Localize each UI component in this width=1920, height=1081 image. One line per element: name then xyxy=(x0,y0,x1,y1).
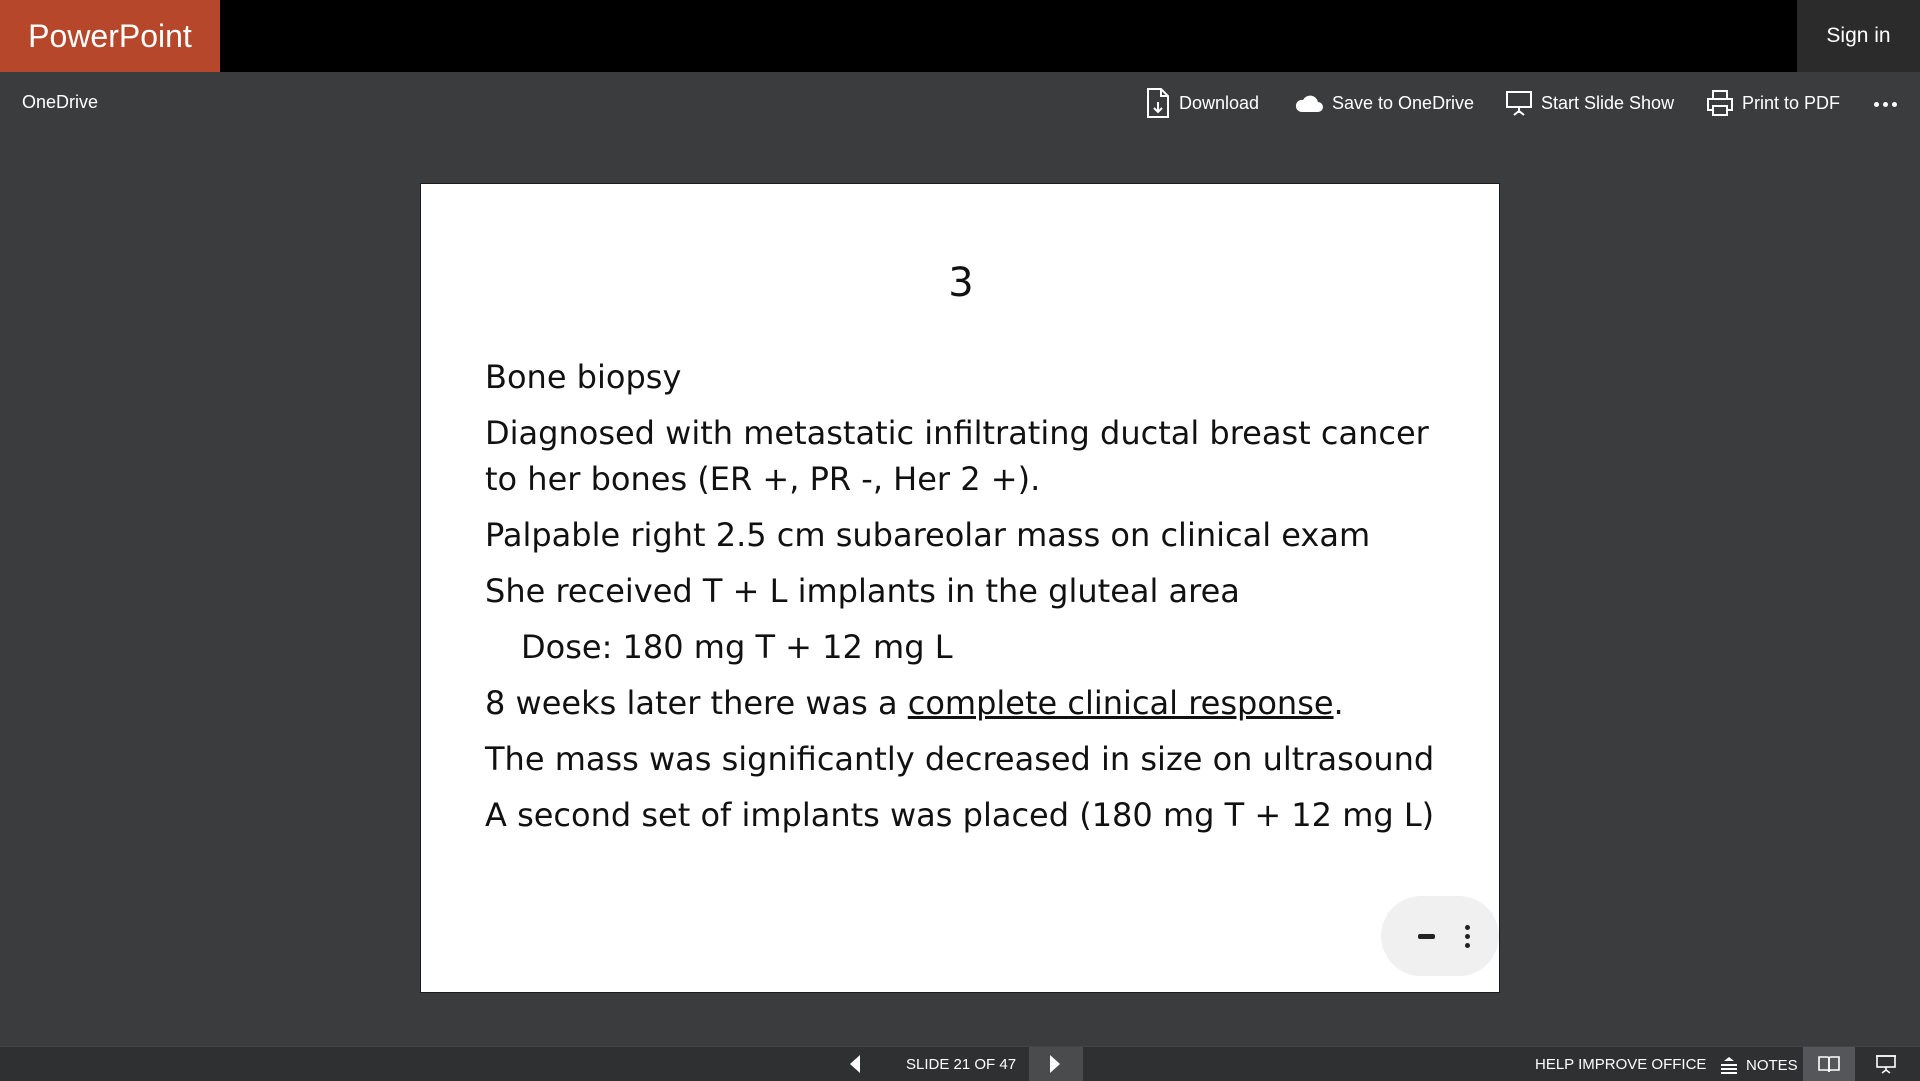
sign-in-button[interactable]: Sign in xyxy=(1797,0,1920,72)
download-icon xyxy=(1145,88,1171,118)
slideshow-label: Start Slide Show xyxy=(1541,92,1675,113)
bullet-text: . xyxy=(1333,684,1344,722)
notes-icon xyxy=(1720,1056,1738,1074)
minus-icon[interactable] xyxy=(1418,934,1435,939)
command-bar xyxy=(0,72,1920,134)
save-label: Save to OneDrive xyxy=(1332,92,1475,113)
notes-label: NOTES xyxy=(1746,1056,1798,1074)
previous-slide-icon[interactable] xyxy=(850,1055,860,1073)
onedrive-link[interactable]: OneDrive xyxy=(22,92,99,112)
start-slide-show-button[interactable] xyxy=(1505,88,1674,118)
more-options-icon[interactable] xyxy=(1874,94,1897,114)
slide-show-view-button[interactable] xyxy=(1860,1047,1912,1081)
help-improve-office-link[interactable]: HELP IMPROVE OFFICE xyxy=(1535,1056,1707,1073)
download-label: Download xyxy=(1179,92,1260,113)
bullet-line: The mass was significantly decreased in size on ultrasound xyxy=(485,740,1435,778)
slide-body xyxy=(485,354,1465,848)
bullet-line: A second set of implants was placed (180 mg T + 12 mg L) xyxy=(485,796,1435,834)
bullet-line: Diagnosed with metastatic infiltrating ductal breast cancer to her bones (ER +, PR -, Her 2 +). xyxy=(485,414,1429,498)
print-to-pdf-button[interactable] xyxy=(1706,88,1840,118)
next-slide-icon xyxy=(1050,1055,1060,1073)
projector-screen-icon xyxy=(1505,89,1533,117)
underlined-text: complete clinical response xyxy=(907,684,1334,722)
download-button[interactable] xyxy=(1145,88,1259,118)
title-bar xyxy=(0,0,1920,72)
save-to-onedrive-button[interactable] xyxy=(1294,88,1474,118)
app-brand[interactable]: PowerPoint xyxy=(0,0,220,72)
print-label: Print to PDF xyxy=(1742,92,1841,113)
bullet-text: 8 weeks later there was a xyxy=(485,684,908,722)
vertical-ellipsis-icon[interactable] xyxy=(1465,925,1470,948)
bullet-line xyxy=(485,680,1465,726)
cloud-icon xyxy=(1294,92,1324,114)
slide-counter: SLIDE 21 OF 47 xyxy=(906,1056,1017,1073)
reading-view-button[interactable] xyxy=(1803,1047,1855,1081)
status-bar xyxy=(0,1046,1920,1081)
slide-canvas xyxy=(420,183,1500,993)
slide-title: 3 xyxy=(948,260,974,306)
printer-icon xyxy=(1706,89,1734,117)
bullet-line-indented: Dose: 180 mg T + 12 mg L xyxy=(521,628,953,666)
notes-button[interactable] xyxy=(1720,1056,1798,1074)
presentation-icon xyxy=(1875,1054,1897,1074)
bullet-line: Palpable right 2.5 cm subareolar mass on clinical exam xyxy=(485,516,1371,554)
bullet-line: She received T + L implants in the gluteal area xyxy=(485,572,1240,610)
open-book-icon xyxy=(1818,1055,1840,1073)
floating-controls xyxy=(1381,896,1499,976)
bullet-line: Bone biopsy xyxy=(485,358,682,396)
next-slide-button[interactable] xyxy=(1029,1047,1083,1081)
